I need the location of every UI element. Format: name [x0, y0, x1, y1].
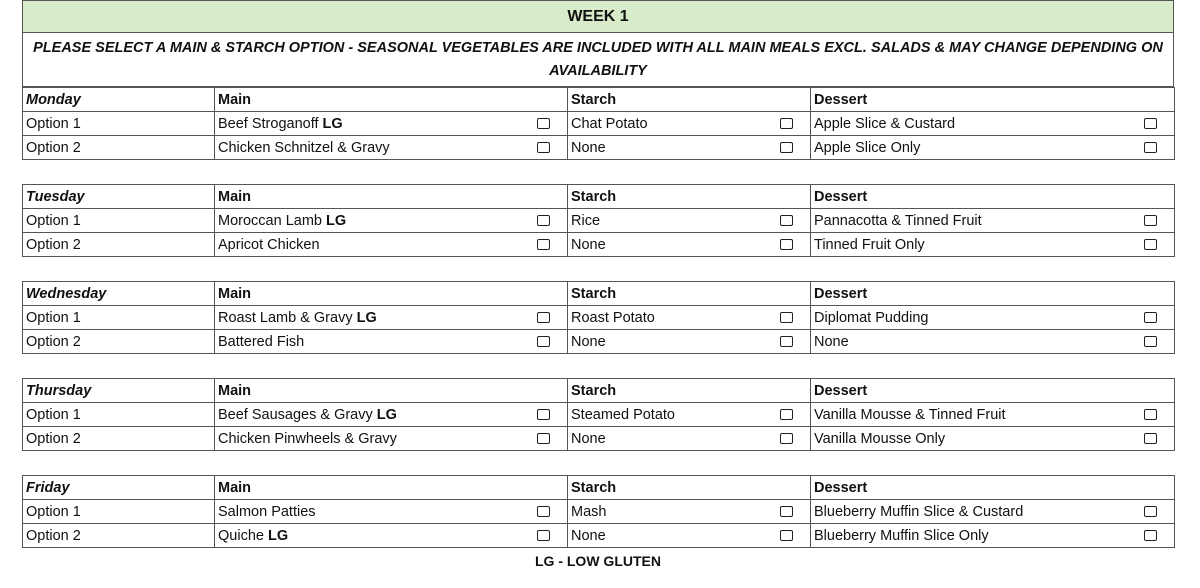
main-checkbox[interactable] — [537, 433, 550, 444]
dessert-checkbox[interactable] — [1144, 239, 1157, 250]
starch-header: Starch — [568, 88, 811, 112]
starch-header: Starch — [568, 282, 811, 306]
option-label: Option 2 — [23, 330, 215, 354]
option-row — [23, 500, 1175, 524]
dessert-checkbox[interactable] — [1144, 142, 1157, 153]
main-dish-name: Roast Lamb & Gravy — [218, 309, 353, 326]
main-header: Main — [215, 379, 568, 403]
starch-checkbox[interactable] — [780, 142, 793, 153]
main-dish-name: Beef Sausages & Gravy — [218, 406, 373, 423]
starch-option: Mash — [571, 503, 607, 520]
dessert-option: Blueberry Muffin Slice & Custard — [814, 503, 1024, 520]
option-row — [23, 306, 1175, 330]
main-dish — [218, 237, 320, 253]
main-dish — [218, 140, 390, 156]
main-dish — [218, 334, 304, 350]
day-table-tuesday — [22, 184, 1175, 257]
main-checkbox[interactable] — [537, 312, 550, 323]
dessert-header: Dessert — [811, 185, 1175, 209]
dessert-checkbox[interactable] — [1144, 506, 1157, 517]
main-dish — [218, 407, 397, 423]
option-row — [23, 112, 1175, 136]
starch-option: Chat Potato — [571, 115, 648, 132]
day-name: Tuesday — [23, 185, 215, 209]
starch-checkbox[interactable] — [780, 118, 793, 129]
low-gluten-tag: LG — [356, 309, 377, 326]
menu-sheet — [22, 0, 1174, 569]
starch-option: Steamed Potato — [571, 406, 675, 423]
starch-option: Roast Potato — [571, 309, 655, 326]
starch-option: None — [571, 139, 606, 156]
starch-option: None — [571, 527, 606, 544]
starch-option: None — [571, 430, 606, 447]
dessert-checkbox[interactable] — [1144, 336, 1157, 347]
starch-checkbox[interactable] — [780, 215, 793, 226]
starch-header: Starch — [568, 185, 811, 209]
day-table-monday — [22, 87, 1175, 160]
option-label: Option 2 — [23, 136, 215, 160]
starch-option: Rice — [571, 212, 601, 229]
dessert-checkbox[interactable] — [1144, 433, 1157, 444]
days-container — [22, 87, 1174, 548]
main-header: Main — [215, 282, 568, 306]
main-checkbox[interactable] — [537, 409, 550, 420]
low-gluten-tag: LG — [267, 527, 289, 544]
main-dish-name: Moroccan Lamb — [218, 212, 322, 229]
main-checkbox[interactable] — [537, 530, 550, 541]
day-name: Friday — [23, 476, 215, 500]
starch-checkbox[interactable] — [780, 433, 793, 444]
dessert-checkbox[interactable] — [1144, 409, 1157, 420]
option-label: Option 1 — [23, 403, 215, 427]
main-checkbox[interactable] — [537, 506, 550, 517]
option-row — [23, 427, 1175, 451]
main-dish — [218, 116, 343, 132]
main-checkbox[interactable] — [537, 142, 550, 153]
option-row — [23, 209, 1175, 233]
starch-header: Starch — [568, 476, 811, 500]
dessert-option: Vanilla Mousse & Tinned Fruit — [814, 406, 1006, 423]
main-checkbox[interactable] — [537, 118, 550, 129]
starch-checkbox[interactable] — [780, 506, 793, 517]
main-header: Main — [215, 185, 568, 209]
week-title: WEEK 1 — [22, 0, 1174, 33]
main-dish-name: Chicken Schnitzel & Gravy — [218, 139, 390, 156]
starch-checkbox[interactable] — [780, 530, 793, 541]
option-row — [23, 403, 1175, 427]
main-dish-name: Salmon Patties — [218, 503, 316, 520]
dessert-checkbox[interactable] — [1144, 118, 1157, 129]
starch-header: Starch — [568, 379, 811, 403]
dessert-option: Apple Slice & Custard — [814, 115, 956, 132]
main-dish-name: Battered Fish — [218, 333, 305, 350]
starch-checkbox[interactable] — [780, 336, 793, 347]
option-label: Option 1 — [23, 500, 215, 524]
main-header: Main — [215, 476, 568, 500]
dessert-checkbox[interactable] — [1144, 312, 1157, 323]
day-table-wednesday — [22, 281, 1175, 354]
day-table-friday — [22, 475, 1175, 548]
main-checkbox[interactable] — [537, 215, 550, 226]
main-dish-name: Beef Stroganoff — [218, 115, 319, 132]
day-spacer — [22, 257, 1174, 281]
main-checkbox[interactable] — [537, 336, 550, 347]
main-dish-name: Chicken Pinwheels & Gravy — [218, 430, 397, 447]
main-header: Main — [215, 88, 568, 112]
dessert-header: Dessert — [811, 476, 1175, 500]
dessert-checkbox[interactable] — [1144, 215, 1157, 226]
legend-footer: LG - LOW GLUTEN — [535, 553, 661, 569]
dessert-option: None — [814, 333, 849, 350]
option-label: Option 1 — [23, 112, 215, 136]
dessert-option: Tinned Fruit Only — [814, 236, 925, 253]
dessert-option: Blueberry Muffin Slice Only — [814, 527, 989, 544]
main-dish-name: Quiche — [218, 527, 264, 544]
day-name: Wednesday — [23, 282, 215, 306]
main-dish — [218, 431, 397, 447]
dessert-header: Dessert — [811, 88, 1175, 112]
low-gluten-tag: LG — [322, 115, 343, 132]
day-spacer — [22, 451, 1174, 475]
low-gluten-tag: LG — [376, 406, 397, 423]
main-dish — [218, 310, 377, 326]
day-name: Monday — [23, 88, 215, 112]
option-label: Option 1 — [23, 209, 215, 233]
dessert-option: Vanilla Mousse Only — [814, 430, 946, 447]
main-dish — [218, 528, 288, 544]
low-gluten-tag: LG — [326, 212, 347, 229]
option-row — [23, 136, 1175, 160]
dessert-header: Dessert — [811, 282, 1175, 306]
dessert-checkbox[interactable] — [1144, 530, 1157, 541]
day-spacer — [22, 160, 1174, 184]
starch-checkbox[interactable] — [780, 239, 793, 250]
day-table-thursday — [22, 378, 1175, 451]
starch-checkbox[interactable] — [780, 409, 793, 420]
dessert-option: Pannacotta & Tinned Fruit — [814, 212, 982, 229]
dessert-header: Dessert — [811, 379, 1175, 403]
option-row — [23, 524, 1175, 548]
day-name: Thursday — [23, 379, 215, 403]
main-dish — [218, 213, 346, 229]
starch-option: None — [571, 236, 606, 253]
main-checkbox[interactable] — [537, 239, 550, 250]
selection-notice: PLEASE SELECT A MAIN & STARCH OPTION - SEASONAL VEGETABLES ARE INCLUDED WITH ALL MAIN MEALS EXCL. SALADS & MAY CHANGE DEPENDING ON AVAILABILITY — [22, 33, 1174, 87]
starch-checkbox[interactable] — [780, 312, 793, 323]
dessert-option: Apple Slice Only — [814, 139, 921, 156]
main-dish-name: Apricot Chicken — [218, 236, 320, 253]
option-row — [23, 330, 1175, 354]
option-label: Option 2 — [23, 524, 215, 548]
option-label: Option 2 — [23, 427, 215, 451]
option-label: Option 1 — [23, 306, 215, 330]
day-spacer — [22, 354, 1174, 378]
option-label: Option 2 — [23, 233, 215, 257]
option-row — [23, 233, 1175, 257]
main-dish — [218, 504, 316, 520]
starch-option: None — [571, 333, 606, 350]
dessert-option: Diplomat Pudding — [814, 309, 929, 326]
